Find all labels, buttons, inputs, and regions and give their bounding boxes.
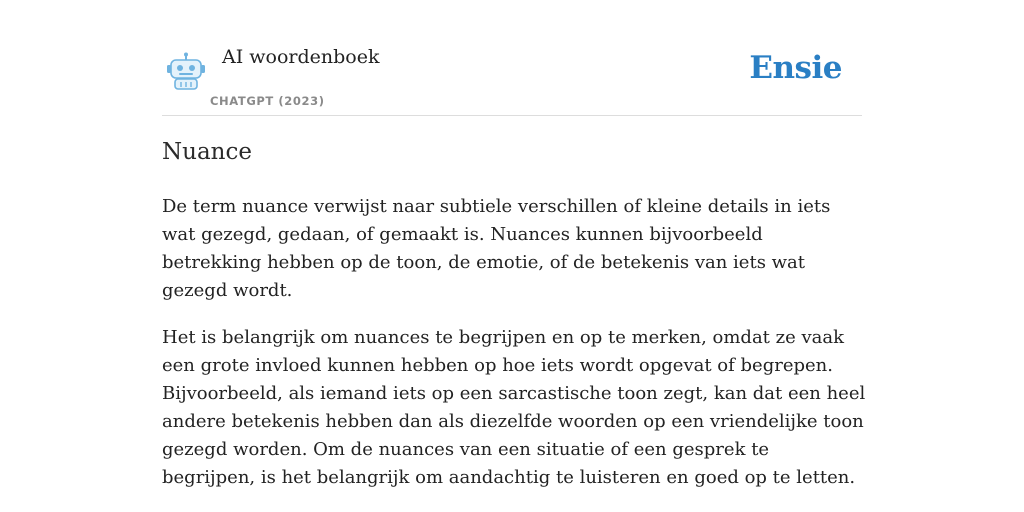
definition-paragraph: De term nuance verwijst naar subtiele verschillen of kleine details in iets wat gezegd, gedaan, of gemaakt is. Nuances kunnen bijvoorbeeld betrekking hebben op de toon, de emotie, of de betekenis van iets wat gezegd wordt. bbox=[162, 196, 831, 301]
entry-header bbox=[162, 40, 862, 116]
source-subtitle: CHATGPT (2023) bbox=[210, 94, 325, 108]
entry-term: Nuance bbox=[162, 139, 252, 165]
definition-paragraph: Het is belangrijk om nuances te begrijpen en op te merken, omdat ze vaak een grote invloed kunnen hebben op hoe iets wordt opgevat of begrepen. Bijvoorbeeld, als iemand iets op een sarcastische toon zegt, kan dat een heel andere betekenis hebben dan als diezelfde woorden op een vriendelijke toon gezegd worden. Om de nuances van een situatie of een gesprek te begrijpen, is het belangrijk om aandachtig te luisteren en goed op te letten. bbox=[162, 327, 866, 488]
entry-definition bbox=[162, 193, 867, 511]
robot-icon bbox=[166, 52, 206, 90]
brand-logo[interactable]: Ensie bbox=[749, 50, 842, 86]
source-title[interactable]: AI woordenboek bbox=[222, 46, 380, 68]
